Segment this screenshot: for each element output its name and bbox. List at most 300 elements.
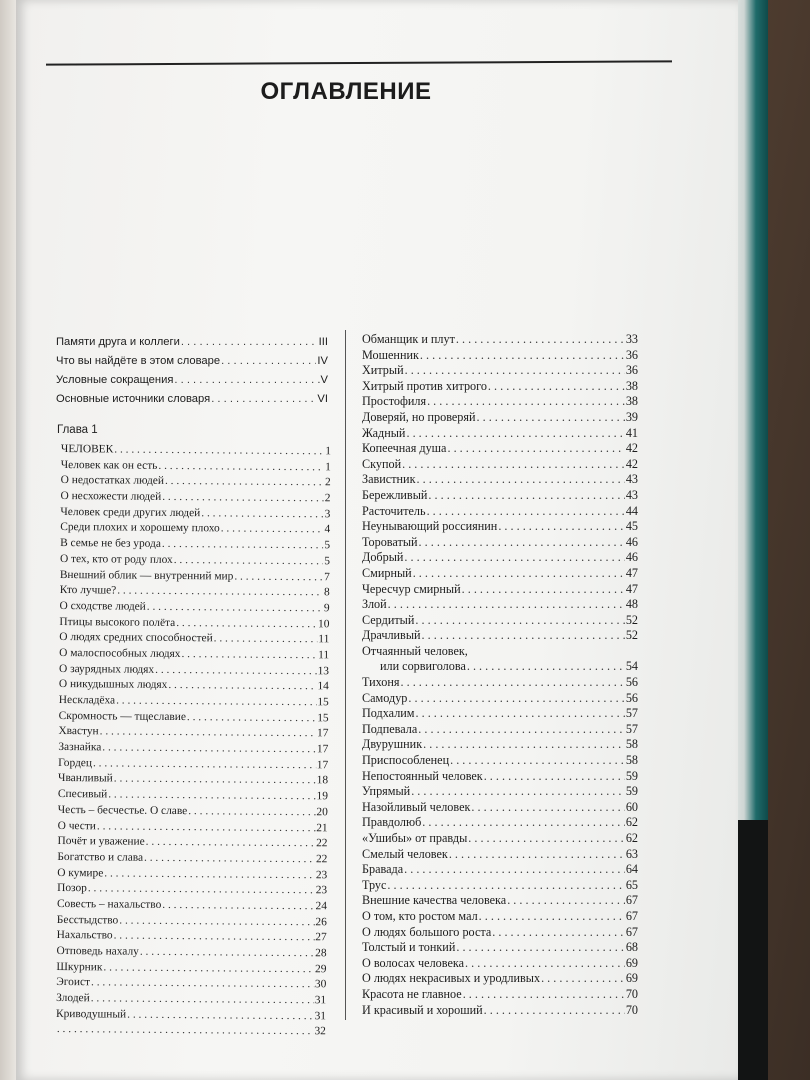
toc-dot-leader xyxy=(484,769,625,784)
toc-dot-leader xyxy=(104,867,315,881)
toc-entry-title: Правдолюб xyxy=(362,815,422,830)
toc-entry-title: О людях большого роста xyxy=(362,924,492,939)
toc-dot-leader xyxy=(88,883,315,897)
toc-entry-title: Скромность — тщеславие xyxy=(58,709,186,723)
toc-entry-title: Приспособленец xyxy=(362,753,450,768)
toc-entry-title: Бережливый xyxy=(362,487,428,502)
toc-entry-title: И красивый и хороший xyxy=(362,1002,483,1017)
toc-dot-leader xyxy=(146,836,316,849)
toc-dot-leader xyxy=(416,706,625,721)
toc-entry-page: 11 xyxy=(318,649,330,662)
toc-entry-title: Скупой xyxy=(362,456,402,471)
toc-dot-leader xyxy=(465,956,625,971)
toc-dot-leader xyxy=(102,741,316,755)
toc-entry-page: 17 xyxy=(317,727,329,740)
toc-entry-title: О заурядных людях xyxy=(58,662,155,676)
toc-entry xyxy=(362,659,638,675)
toc-dot-leader xyxy=(147,601,323,615)
toc-entry-page: 21 xyxy=(316,821,328,834)
toc-entry-title: Птицы высокого полёта xyxy=(59,615,176,629)
toc-dot-leader xyxy=(211,393,316,405)
toc-dot-leader xyxy=(467,659,625,674)
toc-entry-title: ЧЕЛОВЕК xyxy=(60,443,114,456)
toc-entry-page: 45 xyxy=(625,519,638,534)
toc-entry-page: 15 xyxy=(317,696,329,709)
toc-entry-page: 58 xyxy=(625,737,638,752)
toc-entry-title: О малоспособных людях xyxy=(59,646,181,660)
toc-entry-page: 17 xyxy=(316,758,329,772)
toc-entry xyxy=(362,815,638,831)
toc-dot-leader xyxy=(422,628,625,643)
toc-entry xyxy=(362,597,638,613)
toc-dot-leader xyxy=(418,722,625,737)
toc-dot-leader xyxy=(498,519,625,534)
toc-entry-title: Назойливый человек xyxy=(362,799,471,814)
toc-dot-leader xyxy=(479,909,625,924)
toc-dot-leader xyxy=(116,694,316,708)
toc-dot-leader xyxy=(447,441,624,456)
toc-entry-page: 31 xyxy=(314,1009,327,1023)
toc-entry-page: 47 xyxy=(625,581,638,596)
toc-entry-title: Чересчур смирный xyxy=(362,581,461,596)
toc-dot-leader xyxy=(162,491,324,504)
toc-entry xyxy=(362,504,638,520)
toc-dot-leader xyxy=(477,410,625,425)
toc-entry-title: Расточитель xyxy=(362,503,426,518)
toc-entry-title: Спесивый xyxy=(57,788,108,801)
toc-entry-page: 14 xyxy=(317,680,329,693)
toc-entry-page: 10 xyxy=(317,617,330,630)
toc-entry-page: 64 xyxy=(625,862,638,877)
toc-dot-leader xyxy=(456,940,624,955)
toc-entry-page: 68 xyxy=(625,940,638,955)
toc-entry xyxy=(362,878,638,894)
toc-entry-page: 42 xyxy=(625,456,638,471)
toc-entry xyxy=(362,628,638,644)
toc-dot-leader xyxy=(93,757,316,771)
toc-entry-title: Смирный xyxy=(362,565,412,580)
toc-entry-page: 43 xyxy=(625,472,638,487)
toc-entry-page: 56 xyxy=(625,690,638,705)
toc-dot-leader xyxy=(91,977,314,991)
toc-left-column xyxy=(56,443,331,1041)
toc-entry-title: Внешние качества человека xyxy=(362,893,507,908)
toc-dot-leader xyxy=(471,800,624,815)
toc-entry-title: Копеечная душа xyxy=(362,441,447,456)
toc-entry xyxy=(362,753,638,769)
toc-entry-page: 44 xyxy=(625,503,638,518)
toc-dot-leader xyxy=(449,847,625,862)
toc-dot-leader xyxy=(404,862,625,877)
toc-entry-title: Бравада xyxy=(362,862,404,877)
toc-entry xyxy=(362,535,638,551)
toc-entry xyxy=(362,800,638,816)
toc-entry-title: О волосах человека xyxy=(362,955,464,970)
toc-entry-page: 3 xyxy=(324,508,331,521)
column-divider xyxy=(345,330,346,1020)
toc-entry-page: 19 xyxy=(316,790,328,803)
toc-entry-title: Завистник xyxy=(362,472,416,487)
toc-entry-page: 18 xyxy=(316,774,329,787)
toc-dot-leader xyxy=(188,805,315,818)
toc-entry xyxy=(362,737,638,753)
toc-entry-page: 29 xyxy=(314,962,327,976)
toc-entry-page: 33 xyxy=(625,332,638,346)
toc-dot-leader xyxy=(419,535,625,550)
toc-entry-page: 2 xyxy=(324,476,331,489)
toc-entry-title: Шкурник xyxy=(56,960,103,974)
toc-entry-page: 58 xyxy=(625,753,638,768)
toc-entry-title: «Ушибы» от правды xyxy=(362,831,468,845)
toc-dot-leader xyxy=(119,914,314,928)
toc-entry-page: 54 xyxy=(625,659,638,674)
toc-entry-title: О сходстве людей xyxy=(59,599,146,613)
toc-entry xyxy=(362,519,638,535)
toc-dot-leader xyxy=(108,789,315,803)
toc-dot-leader xyxy=(221,523,324,536)
header-rule xyxy=(46,60,672,65)
toc-entry xyxy=(362,893,638,909)
toc-entry xyxy=(362,332,638,348)
toc-entry xyxy=(56,336,328,355)
toc-entry-page: 57 xyxy=(625,706,638,721)
toc-entry-page: 46 xyxy=(625,534,638,549)
toc-dot-leader xyxy=(162,899,314,912)
toc-entry-title: Условные сокращения xyxy=(56,374,174,386)
toc-entry-page: 67 xyxy=(625,924,638,939)
toc-entry-page: 59 xyxy=(625,784,638,799)
toc-entry-page: 31 xyxy=(314,994,327,1007)
toc-dot-leader xyxy=(97,820,315,834)
toc-entry-page: 62 xyxy=(625,831,638,845)
toc-entry-page: 39 xyxy=(625,409,638,424)
toc-entry-title: О тех, кто от роду плох xyxy=(59,552,173,566)
toc-dot-leader xyxy=(401,675,625,690)
toc-entry-page: 42 xyxy=(625,441,638,456)
toc-dot-leader xyxy=(114,930,315,944)
toc-entry-page: 67 xyxy=(625,908,638,923)
toc-entry-page: 63 xyxy=(625,846,638,861)
toc-entry-page: 59 xyxy=(625,768,638,783)
toc-entry-page: 48 xyxy=(625,597,638,612)
toc-entry xyxy=(56,374,328,393)
toc-entry-title: Основные источники словаря xyxy=(56,393,211,405)
toc-entry-page: 11 xyxy=(318,633,330,646)
toc-entry-page: 46 xyxy=(625,550,638,565)
toc-entry-title: Тихоня xyxy=(362,675,400,690)
toc-entry-page: 52 xyxy=(625,612,638,627)
toc-dot-leader xyxy=(165,475,324,488)
toc-entry-title: Добрый xyxy=(362,550,404,565)
toc-entry-title: Толстый и тонкий xyxy=(362,940,456,955)
toc-dot-leader xyxy=(422,815,625,830)
toc-entry-title: Человек как он есть xyxy=(60,458,158,472)
book-page xyxy=(16,0,738,1080)
toc-dot-leader xyxy=(406,426,624,441)
toc-entry-title: Позор xyxy=(57,882,87,895)
toc-entry xyxy=(56,393,328,412)
toc-entry-title: Эгоист xyxy=(56,976,91,989)
toc-entry-page: 43 xyxy=(625,487,638,502)
toc-entry xyxy=(362,582,638,598)
toc-entry-page: IV xyxy=(317,355,328,367)
toc-dot-leader xyxy=(181,648,317,661)
toc-entry-page: 36 xyxy=(625,347,638,362)
front-matter-list xyxy=(56,336,328,412)
toc-entry-title: О людях некрасивых и уродливых xyxy=(362,971,541,986)
toc-entry-page: 27 xyxy=(315,931,327,944)
toc-dot-leader xyxy=(168,679,316,692)
toc-entry-title: или сорвиголова xyxy=(380,659,466,674)
toc-entry xyxy=(362,706,638,722)
toc-entry-title: Нахальство xyxy=(56,929,113,942)
toc-entry xyxy=(362,426,638,442)
toc-entry xyxy=(362,550,638,566)
toc-entry-page: 4 xyxy=(324,523,331,536)
toc-dot-leader xyxy=(117,585,323,599)
toc-dot-leader xyxy=(162,538,324,551)
toc-dot-leader xyxy=(404,550,624,565)
toc-entry-title: Трус xyxy=(362,877,387,892)
toc-entry-title: Зазнайка xyxy=(58,741,102,754)
toc-entry-title: О чести xyxy=(57,819,96,832)
toc-entry-title: В семье не без урода xyxy=(60,537,161,551)
page-title: ОГЛАВЛЕНИЕ xyxy=(260,78,432,105)
toc-entry-title: Торoватый xyxy=(362,534,418,549)
toc-entry xyxy=(362,971,638,987)
toc-entry-page: 41 xyxy=(625,425,638,440)
toc-entry xyxy=(362,363,638,379)
toc-entry-title: Нескладёха xyxy=(58,693,116,707)
toc-entry-title: Хитрый xyxy=(362,363,404,378)
toc-entry-page: 70 xyxy=(625,986,638,1001)
toc-entry-page: 47 xyxy=(625,565,638,580)
toc-entry-page: 7 xyxy=(324,570,330,583)
toc-dot-leader xyxy=(463,987,625,1002)
toc-entry-page: 1 xyxy=(325,460,331,474)
toc-entry-title: О несхожести людей xyxy=(60,490,162,503)
toc-dot-leader xyxy=(181,336,318,348)
toc-entry-title: Криводушный xyxy=(55,1007,127,1021)
toc-entry-title: Обманщик и плут xyxy=(362,332,455,346)
toc-entry-title: Богатство и слава xyxy=(57,850,144,864)
toc-entry-page: 52 xyxy=(625,628,638,643)
toc-dot-leader xyxy=(114,773,316,787)
toc-dot-leader xyxy=(57,1023,314,1037)
toc-dot-leader xyxy=(427,394,625,409)
toc-entry-page: 38 xyxy=(625,378,638,393)
toc-entry-page: III xyxy=(318,336,328,348)
toc-entry-title: Жадный xyxy=(362,425,406,440)
toc-entry-title: О никудышных людях xyxy=(58,678,168,692)
toc-dot-leader xyxy=(408,691,624,706)
toc-entry-title: Подпевала xyxy=(362,721,418,736)
toc-entry xyxy=(362,847,638,863)
toc-entry xyxy=(362,488,638,504)
toc-entry-title: Подхалим xyxy=(362,706,415,721)
toc-entry xyxy=(362,410,638,426)
toc-entry-page: 22 xyxy=(316,837,328,850)
toc-dot-leader xyxy=(420,348,625,363)
toc-entry-page: 69 xyxy=(625,955,638,970)
toc-dot-leader xyxy=(492,925,625,940)
toc-entry xyxy=(362,925,638,941)
toc-entry xyxy=(362,644,638,660)
toc-entry xyxy=(362,457,638,473)
toc-entry-page: 5 xyxy=(324,539,331,552)
toc-entry-page: 30 xyxy=(314,978,327,991)
toc-entry-title: Почёт и уважение xyxy=(57,835,145,848)
toc-dot-leader xyxy=(91,992,314,1006)
toc-entry xyxy=(362,831,638,847)
toc-entry-page: VI xyxy=(317,393,328,405)
toc-dot-leader xyxy=(140,946,314,960)
toc-dot-leader xyxy=(234,570,323,583)
toc-dot-leader xyxy=(402,457,625,472)
toc-entry-page: 65 xyxy=(625,877,638,892)
toc-entry-page: 32 xyxy=(314,1025,326,1038)
toc-dot-leader xyxy=(462,582,625,597)
toc-dot-leader xyxy=(456,332,625,347)
toc-entry-page: 1 xyxy=(325,445,331,458)
toc-entry xyxy=(362,987,638,1003)
toc-dot-leader xyxy=(176,617,317,630)
toc-entry-title: Мошенник xyxy=(362,347,419,362)
toc-entry-title: Гордец xyxy=(58,756,93,770)
toc-entry-title: Отповедь нахалу xyxy=(56,944,139,958)
toc-entry-page: 2 xyxy=(324,492,331,505)
toc-dot-leader xyxy=(507,893,625,908)
toc-entry-page: V xyxy=(320,374,328,386)
toc-dot-leader xyxy=(405,363,625,378)
toc-entry-page: 24 xyxy=(315,900,328,913)
toc-entry-title: О людях средних способностей xyxy=(59,631,213,645)
toc-entry xyxy=(362,784,638,800)
toc-dot-leader xyxy=(413,566,625,581)
toc-entry xyxy=(362,769,638,785)
toc-entry xyxy=(56,1023,326,1041)
toc-dot-leader xyxy=(100,726,317,740)
toc-dot-leader xyxy=(114,443,324,457)
toc-entry-title: Неунывающий россиянин xyxy=(362,519,498,534)
toc-entry-title: О недостатках людей xyxy=(60,474,165,488)
toc-entry-title: Среди плохих и хорошему плохо xyxy=(60,521,220,535)
toc-dot-leader xyxy=(468,831,625,846)
toc-entry-page: 22 xyxy=(315,853,328,866)
toc-dot-leader xyxy=(423,737,625,752)
toc-dot-leader xyxy=(155,663,317,676)
toc-dot-leader xyxy=(174,374,319,386)
toc-entry-title: Хвастун xyxy=(58,725,99,738)
toc-entry-page: 67 xyxy=(625,893,638,908)
toc-dot-leader xyxy=(427,504,625,519)
toc-dot-leader xyxy=(428,488,624,503)
toc-dot-leader xyxy=(187,711,316,724)
toc-entry-title: Внешний облик — внутренний мир xyxy=(59,568,234,583)
toc-entry xyxy=(56,355,328,374)
toc-entry xyxy=(362,394,638,410)
toc-entry-page: 23 xyxy=(315,868,328,881)
toc-entry-title: Упрямый xyxy=(362,784,411,799)
toc-entry-title: Доверяй, но проверяй xyxy=(362,409,476,424)
toc-entry-title: Кто лучше? xyxy=(59,584,117,597)
toc-dot-leader xyxy=(158,460,324,473)
toc-entry-page: 23 xyxy=(315,884,328,897)
toc-entry-title: Самодур xyxy=(362,690,408,705)
toc-right-column xyxy=(362,332,638,1018)
toc-entry xyxy=(362,691,638,707)
toc-entry-title: Простофиля xyxy=(362,394,427,409)
toc-dot-leader xyxy=(214,633,318,646)
toc-entry xyxy=(362,909,638,925)
toc-entry-title: Что вы найдёте в этом словаре xyxy=(56,355,221,367)
toc-dot-leader xyxy=(415,613,624,628)
toc-dot-leader xyxy=(484,1003,625,1018)
toc-entry-title: Непостоянный человек xyxy=(362,768,483,783)
toc-entry-title: Хитрый против хитрого xyxy=(362,378,487,393)
toc-dot-leader xyxy=(417,472,625,487)
toc-entry-page: 17 xyxy=(316,743,329,756)
toc-entry-page: 36 xyxy=(625,363,638,378)
toc-entry-title: Злой xyxy=(362,597,387,612)
toc-dot-leader xyxy=(201,507,324,520)
toc-entry-title: Драчливый xyxy=(362,628,421,643)
toc-entry-title: Злодей xyxy=(56,992,90,1005)
toc-entry-page: 56 xyxy=(625,675,638,690)
toc-entry-page: 20 xyxy=(316,806,328,819)
toc-entry xyxy=(362,940,638,956)
toc-entry-title: Сердитый xyxy=(362,612,415,627)
toc-entry-title: О том, кто ростом мал xyxy=(362,908,478,923)
toc-entry xyxy=(362,348,638,364)
toc-entry-page: 69 xyxy=(625,971,638,986)
toc-dot-leader xyxy=(127,1008,314,1022)
toc-entry-page: 70 xyxy=(625,1002,638,1017)
toc-entry-title: Двурушник xyxy=(362,737,423,752)
toc-entry-title: О кумире xyxy=(57,866,104,879)
toc-entry-page: 15 xyxy=(317,711,329,725)
toc-entry xyxy=(362,566,638,582)
toc-entry-title: Бесстыдство xyxy=(56,913,119,927)
toc-entry-title: Человек среди других людей xyxy=(60,505,201,519)
toc-entry xyxy=(362,862,638,878)
toc-entry xyxy=(362,379,638,395)
toc-entry-page: 8 xyxy=(323,586,330,599)
toc-entry-page: 13 xyxy=(317,664,330,677)
toc-entry-page: 60 xyxy=(625,799,638,814)
toc-entry-title: Чванливый xyxy=(58,772,113,785)
toc-dot-leader xyxy=(174,554,324,567)
toc-dot-leader xyxy=(144,852,315,865)
toc-entry-page: 28 xyxy=(315,947,327,960)
toc-entry xyxy=(362,441,638,457)
toc-entry-page: 9 xyxy=(323,602,330,615)
toc-entry xyxy=(362,613,638,629)
toc-dot-leader xyxy=(488,379,625,394)
toc-entry xyxy=(362,956,638,972)
toc-entry-title: Смелый человек xyxy=(362,846,448,861)
toc-entry xyxy=(362,675,638,691)
toc-entry-page: 5 xyxy=(324,555,331,568)
toc-dot-leader xyxy=(541,971,625,986)
toc-entry-title: Красота не главное xyxy=(362,986,462,1001)
toc-entry xyxy=(362,722,638,738)
toc-entry-page: 57 xyxy=(625,721,638,736)
toc-entry-title: Отчаянный человек, xyxy=(362,643,468,658)
toc-entry-page: 38 xyxy=(625,394,638,409)
toc-dot-leader xyxy=(221,355,316,367)
toc-entry xyxy=(362,1003,638,1019)
